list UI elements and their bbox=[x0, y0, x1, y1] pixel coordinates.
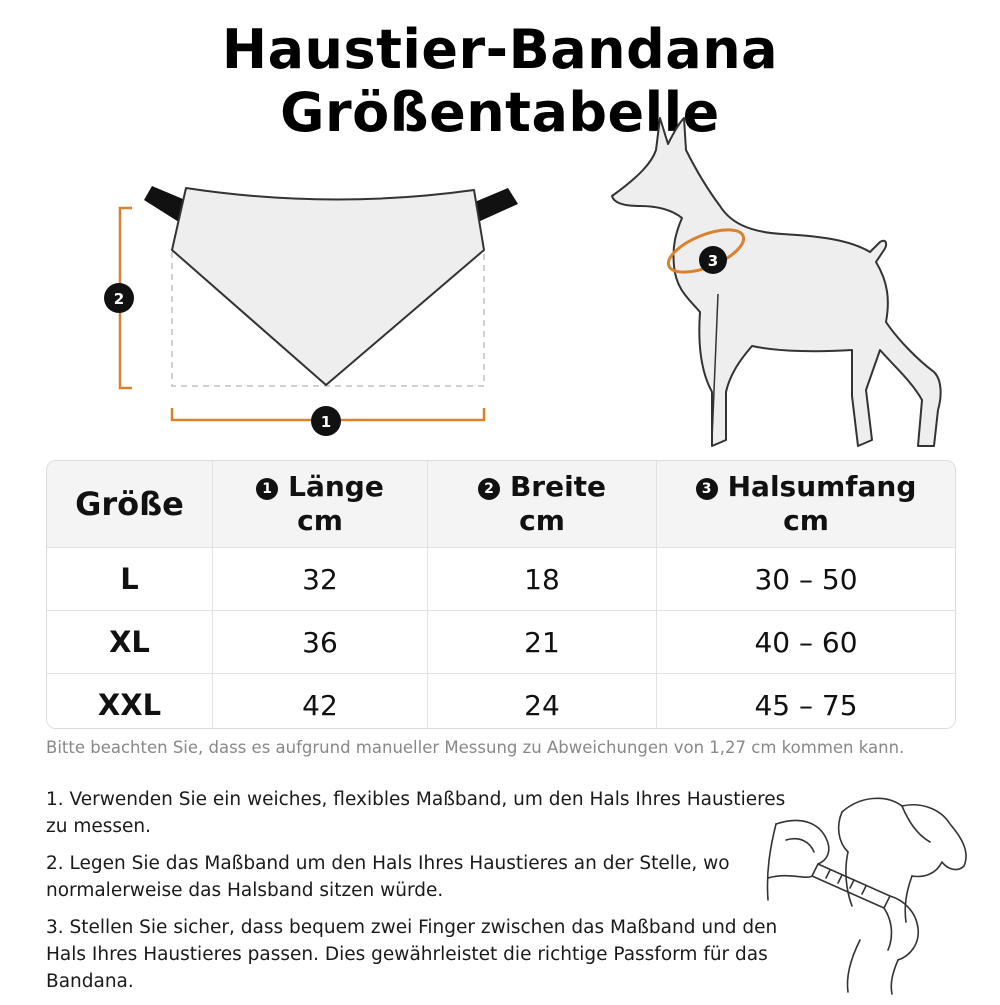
length-cell: 32 bbox=[213, 548, 428, 611]
measurement-note: Bitte beachten Sie, dass es aufgrund manueller Messung zu Abweichungen von 1,27 cm kommen kann. bbox=[46, 738, 905, 757]
size-cell: L bbox=[47, 548, 213, 611]
illustration-area bbox=[0, 100, 1000, 450]
header-width-label: Breite bbox=[509, 470, 607, 503]
step-2: 2. Legen Sie das Maßband um den Hals Ihres Haustieres an der Stelle, wo normalerweise das Halsband sitzen würde. bbox=[46, 853, 730, 901]
header-width bbox=[428, 461, 657, 548]
neck-cell: 45 – 75 bbox=[657, 674, 956, 730]
instructions bbox=[46, 786, 796, 1005]
step-3: 3. Stellen Sie sicher, dass bequem zwei Finger zwischen das Maßband und den Hals Ihres Haustieres passen. Dies gewährleistet die richtige Passform für das Bandana. bbox=[46, 917, 778, 992]
table-row bbox=[47, 674, 955, 730]
step-1: 1. Verwenden Sie ein weiches, flexibles Maßband, um den Hals Ihres Haustieres zu messen. bbox=[46, 789, 786, 837]
svg-text:3: 3 bbox=[707, 252, 719, 270]
header-length-unit: cm bbox=[297, 504, 343, 537]
header-length-label: Länge bbox=[288, 470, 384, 503]
svg-text:1: 1 bbox=[320, 413, 332, 431]
badge-3-icon: 3 bbox=[696, 478, 718, 500]
length-cell: 36 bbox=[213, 611, 428, 674]
neck-cell: 40 – 60 bbox=[657, 611, 956, 674]
length-cell: 42 bbox=[213, 674, 428, 730]
measuring-hands-icon bbox=[760, 780, 985, 995]
size-cell: XXL bbox=[47, 674, 213, 730]
width-cell: 18 bbox=[428, 548, 657, 611]
header-neck-unit: cm bbox=[783, 504, 829, 537]
width-cell: 21 bbox=[428, 611, 657, 674]
bandana-icon bbox=[104, 186, 518, 436]
table-header-row bbox=[47, 461, 955, 548]
size-table bbox=[46, 460, 956, 729]
badge-2-icon: 2 bbox=[478, 478, 500, 500]
header-neck bbox=[657, 461, 956, 548]
dog-icon bbox=[612, 118, 941, 446]
header-width-unit: cm bbox=[519, 504, 565, 537]
header-neck-label: Halsumfang bbox=[727, 470, 917, 503]
table-row bbox=[47, 611, 955, 674]
header-length bbox=[213, 461, 428, 548]
width-cell: 24 bbox=[428, 674, 657, 730]
table-row bbox=[47, 548, 955, 611]
badge-1-icon: 1 bbox=[256, 478, 278, 500]
header-size: Größe bbox=[47, 461, 213, 548]
neck-cell: 30 – 50 bbox=[657, 548, 956, 611]
svg-text:2: 2 bbox=[113, 290, 125, 308]
size-cell: XL bbox=[47, 611, 213, 674]
page-title: Haustier-Bandana Größentabelle bbox=[221, 18, 779, 144]
